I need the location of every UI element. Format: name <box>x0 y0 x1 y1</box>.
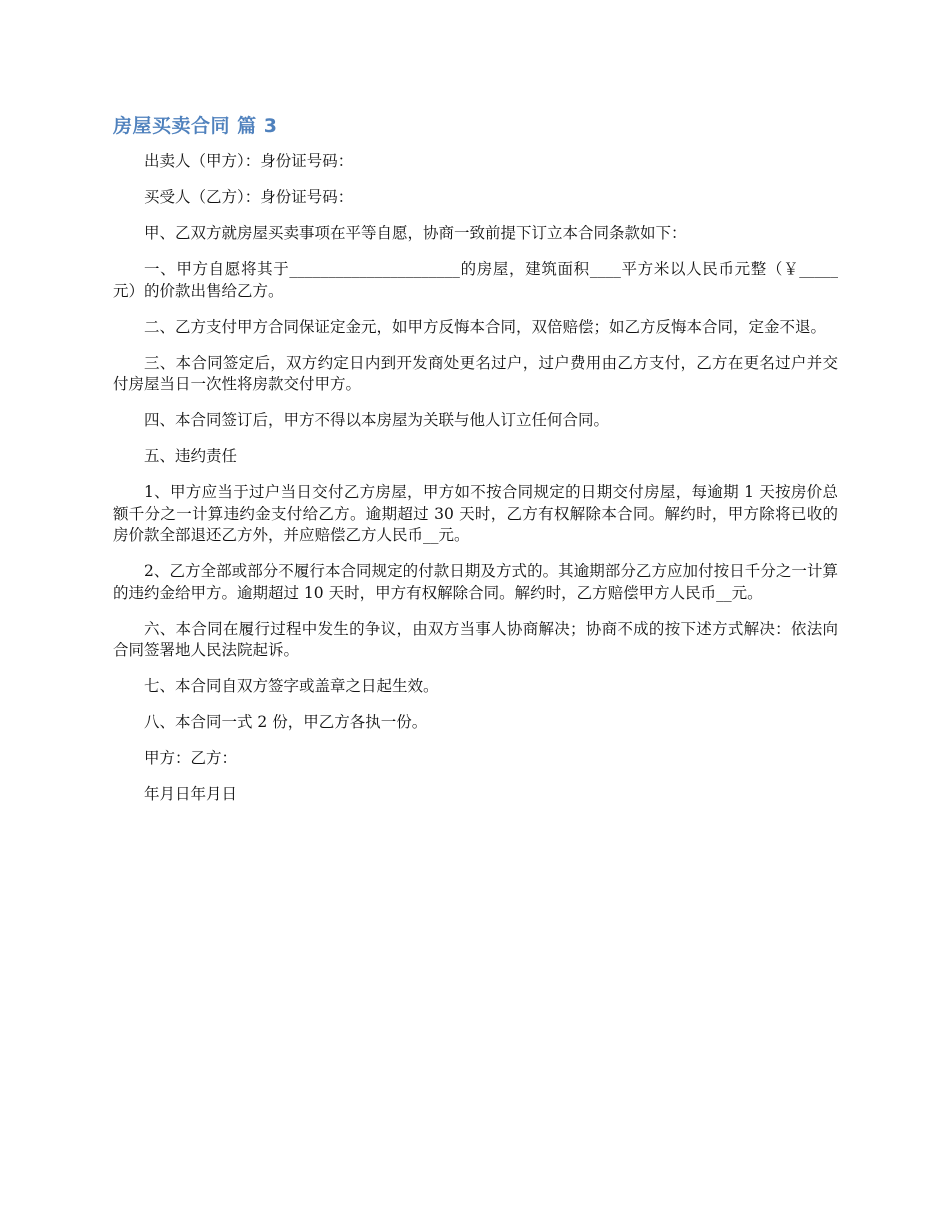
clause-5-item-2: 2、乙方全部或部分不履行本合同规定的付款日期及方式的。其逾期部分乙方应加付按日千分之一计算的违约金给甲方。逾期超过 10 天时，甲方有权解除合同。解约时，乙方赔偿甲方人民币__元。 <box>113 562 838 602</box>
clause-5-heading: 五、违约责任 <box>144 447 238 465</box>
signature-parties-line: 甲方：乙方： <box>144 749 238 767</box>
clause-7: 七、本合同自双方签字或盖章之日起生效。 <box>144 677 439 695</box>
clause-1: 一、甲方自愿将其于______________________的房屋，建筑面积____平方米以人民币元整（￥_____元）的价款出售给乙方。 <box>113 260 838 300</box>
clause-5-item-1: 1、甲方应当于过户当日交付乙方房屋，甲方如不按合同规定的日期交付房屋，每逾期 1 天按房价总额千分之一计算违约金支付给乙方。逾期超过 30 天时，乙方有权解除本合同。解约时，甲方除将已收的房价款全部退还乙方外，并应赔偿乙方人民币__元。 <box>113 483 838 544</box>
contract-body <box>113 151 838 820</box>
clause-4: 四、本合同签订后，甲方不得以本房屋为关联与他人订立任何合同。 <box>144 411 610 429</box>
signature-date-line: 年月日年月日 <box>144 785 238 803</box>
clause-2: 二、乙方支付甲方合同保证定金元，如甲方反悔本合同，双倍赔偿；如乙方反悔本合同，定金不退。 <box>144 317 827 336</box>
buyer-line: 买受人（乙方）：身份证号码： <box>144 188 354 206</box>
document-title: 房屋买卖合同 篇 3 <box>113 115 278 137</box>
clause-8: 八、本合同一式 2 份，甲乙方各执一份。 <box>144 713 428 731</box>
clause-6: 六、本合同在履行过程中发生的争议，由双方当事人协商解决；协商不成的按下述方式解决：依法向合同签署地人民法院起诉。 <box>113 619 838 659</box>
preamble-paragraph: 甲、乙双方就房屋买卖事项在平等自愿，协商一致前提下订立本合同条款如下： <box>144 224 687 242</box>
clause-3: 三、本合同签定后，双方约定日内到开发商处更名过户，过户费用由乙方支付，乙方在更名过户并交付房屋当日一次性将房款交付甲方。 <box>113 353 838 393</box>
seller-line: 出卖人（甲方）：身份证号码： <box>144 152 354 170</box>
